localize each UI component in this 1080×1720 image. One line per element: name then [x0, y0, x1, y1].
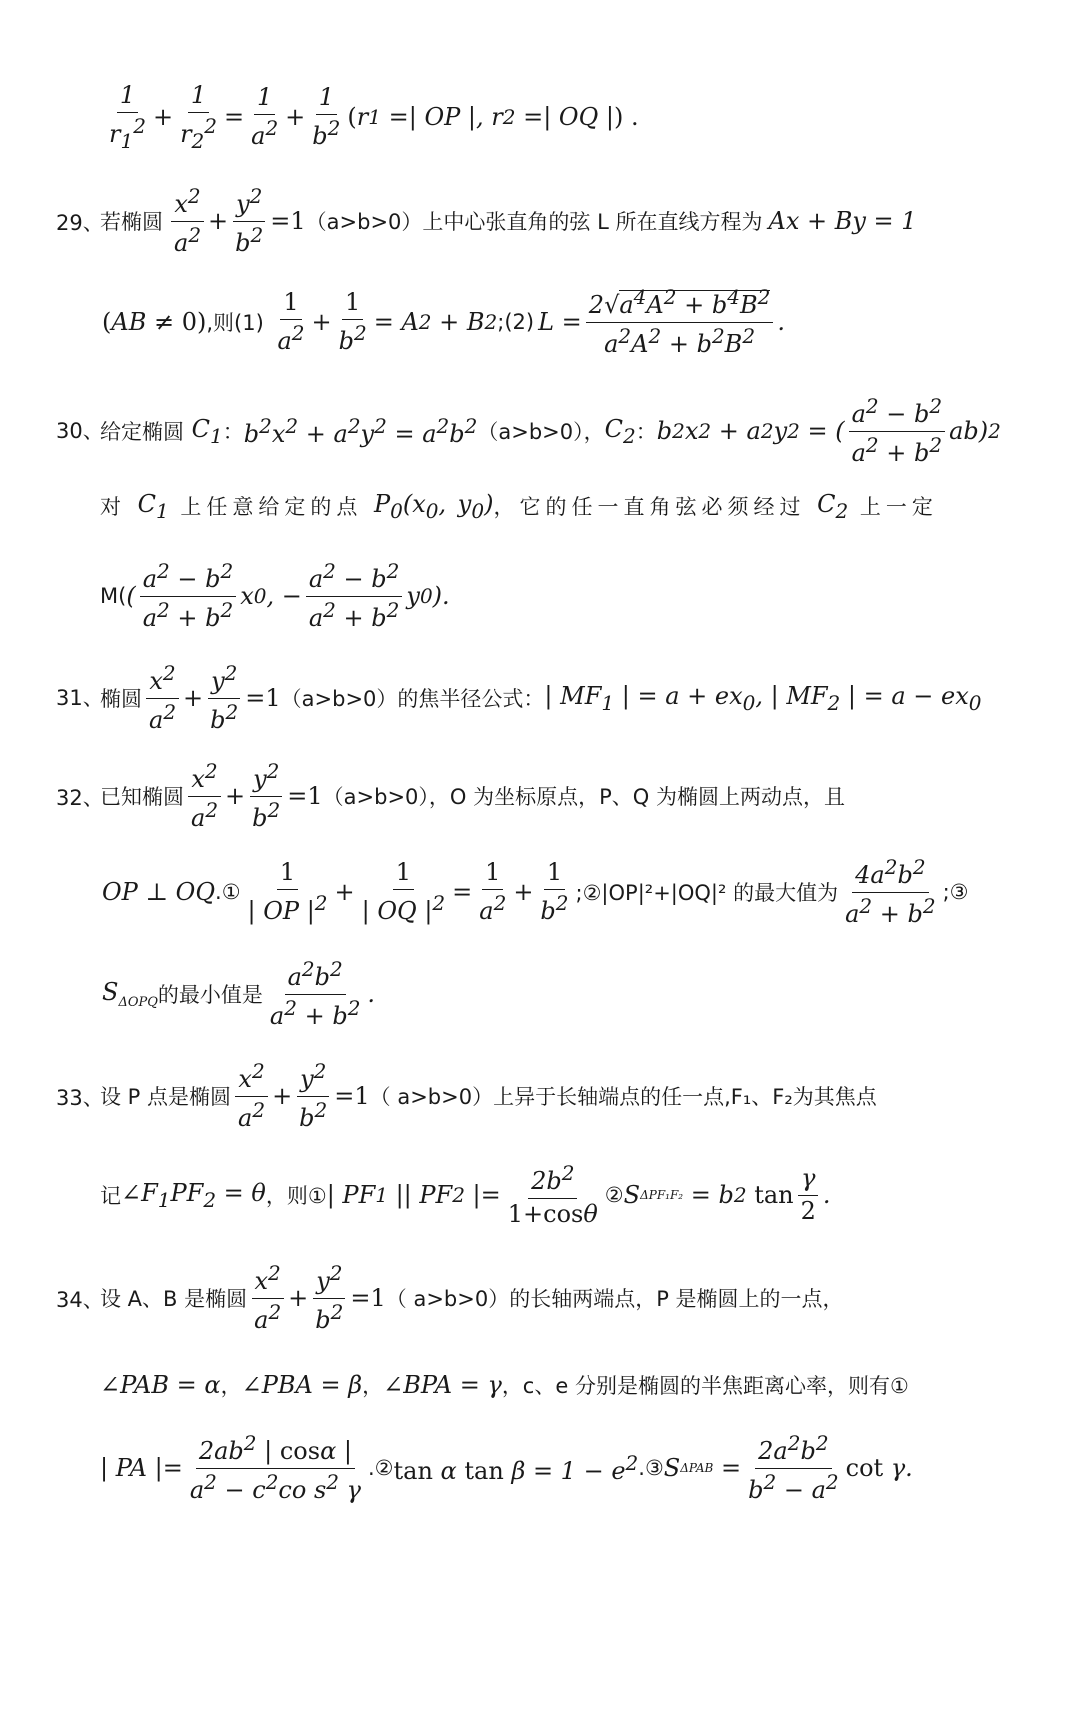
item-number: 29、 — [56, 211, 104, 235]
item-number: 31、 — [56, 686, 104, 710]
item-number: 33、 — [56, 1086, 104, 1110]
item-number: 30、 — [56, 419, 104, 443]
item-number: 34、 — [56, 1288, 104, 1312]
item-number: 32、 — [56, 786, 104, 810]
document-page: $\frac{1}{r_1^2}$ + $\frac{1}{r_2^2}$ = $\frac{1}{a^2}$ + $\frac{1}{b^2}$ ( r 1 =| OP |, r 2 =| OQ | ) . 29、 若椭圆 $\frac{x^2}{a^2}$ + $\frac{y^2}{b^2}$ =1 （a>b>0） 上中心张直角的弦 L 所在直线方程为 Ax + By = 1 ( AB ≠ 0) ,则(1) $\frac{1}{a^2}$ + $\frac{1}{b^2}$ = A 2 + B 2 ;(2) L = $\frac{2√a^4A^2 + b^4B^2}{a^2A^2 + b^2B^2}$ . 30、 给定椭圆 $C_1$ ： $b^2x^2 + a^2y^2 = a^2b^2$ （a>b>0）， $C_2$ ： b 2 x 2 + a 2 y 2 = ( $\frac{a^2 - b^2}{a^2 + b^2}$ ab) 2 对 $C_1$ 上任意给定的点 $P_0(x_0$, $y_0$) ，它的任一直角弦必须经过 $C_2$ 上一定 M( ( $\frac{a^2 - b^2}{a^2 + b^2}$ x 0 , − $\frac{a^2 - b^2}{a^2 + b^2}$ y 0 ). 31、 椭圆 $\frac{x^2}{a^2}$ + $\frac{y^2}{b^2}$ =1 （a>b>0）的焦半径公式： | $MF_1$ | = $a + ex_0$, | $MF_2$ | = $a - ex_0$ 32、 已知椭圆 $\frac{x^2}{a^2}$ + $\frac{y^2}{b^2}$ =1 （a>b>0），O 为坐标原点，P、Q 为椭圆上两动点，且 OP ⊥ OQ .① $\frac{1}{| OP |^2}$ + $\frac{1}{| OQ |^2}$ = $\frac{1}{a^2}$ + $\frac{1}{b^2}$ ;②|OP|²+|OQ|² 的最大值为 $\frac{4a^2b^2}{a^2 + b^2}$ ;③ $S_{\Delta OPQ}$ 的最小值是 $\frac{a^2b^2}{a^2 + b^2}$ . 33、 设 P 点是椭圆 $\frac{x^2}{a^2}$ + $\frac{y^2}{b^2}$ =1 （ a>b>0）上异于长轴端点的任一点,F₁、F₂为其焦点 记 $\angle F_1PF_2 = \theta$ ，则① | PF 1 || PF 2 |= $\frac{2b^2}{1+\cos\theta}$ ② S ΔPF₁F₂ = b 2 tan $\frac{\gamma}{2}$ . 34、 设 A、B 是椭圆 $\frac{x^2}{a^2}$ + $\frac{y^2}{b^2}$ =1 （ a>b>0）的长轴两端点，P 是椭圆上的一点， ∠PAB = α ， ∠PBA = β ， ∠BPA = γ ，c、e 分别是椭圆的半焦距离心率，则有① | PA |= $\frac{2ab^2 | \cos\alpha |}{a^2 - c^2co s^2 \gamma}$ .② tan α $\tan \beta = 1 - e^2$ .③ S ΔPAB = $\frac{2a^2b^2}{b^2 - a^2}$ cot γ. — [56, 81, 1001, 1504]
